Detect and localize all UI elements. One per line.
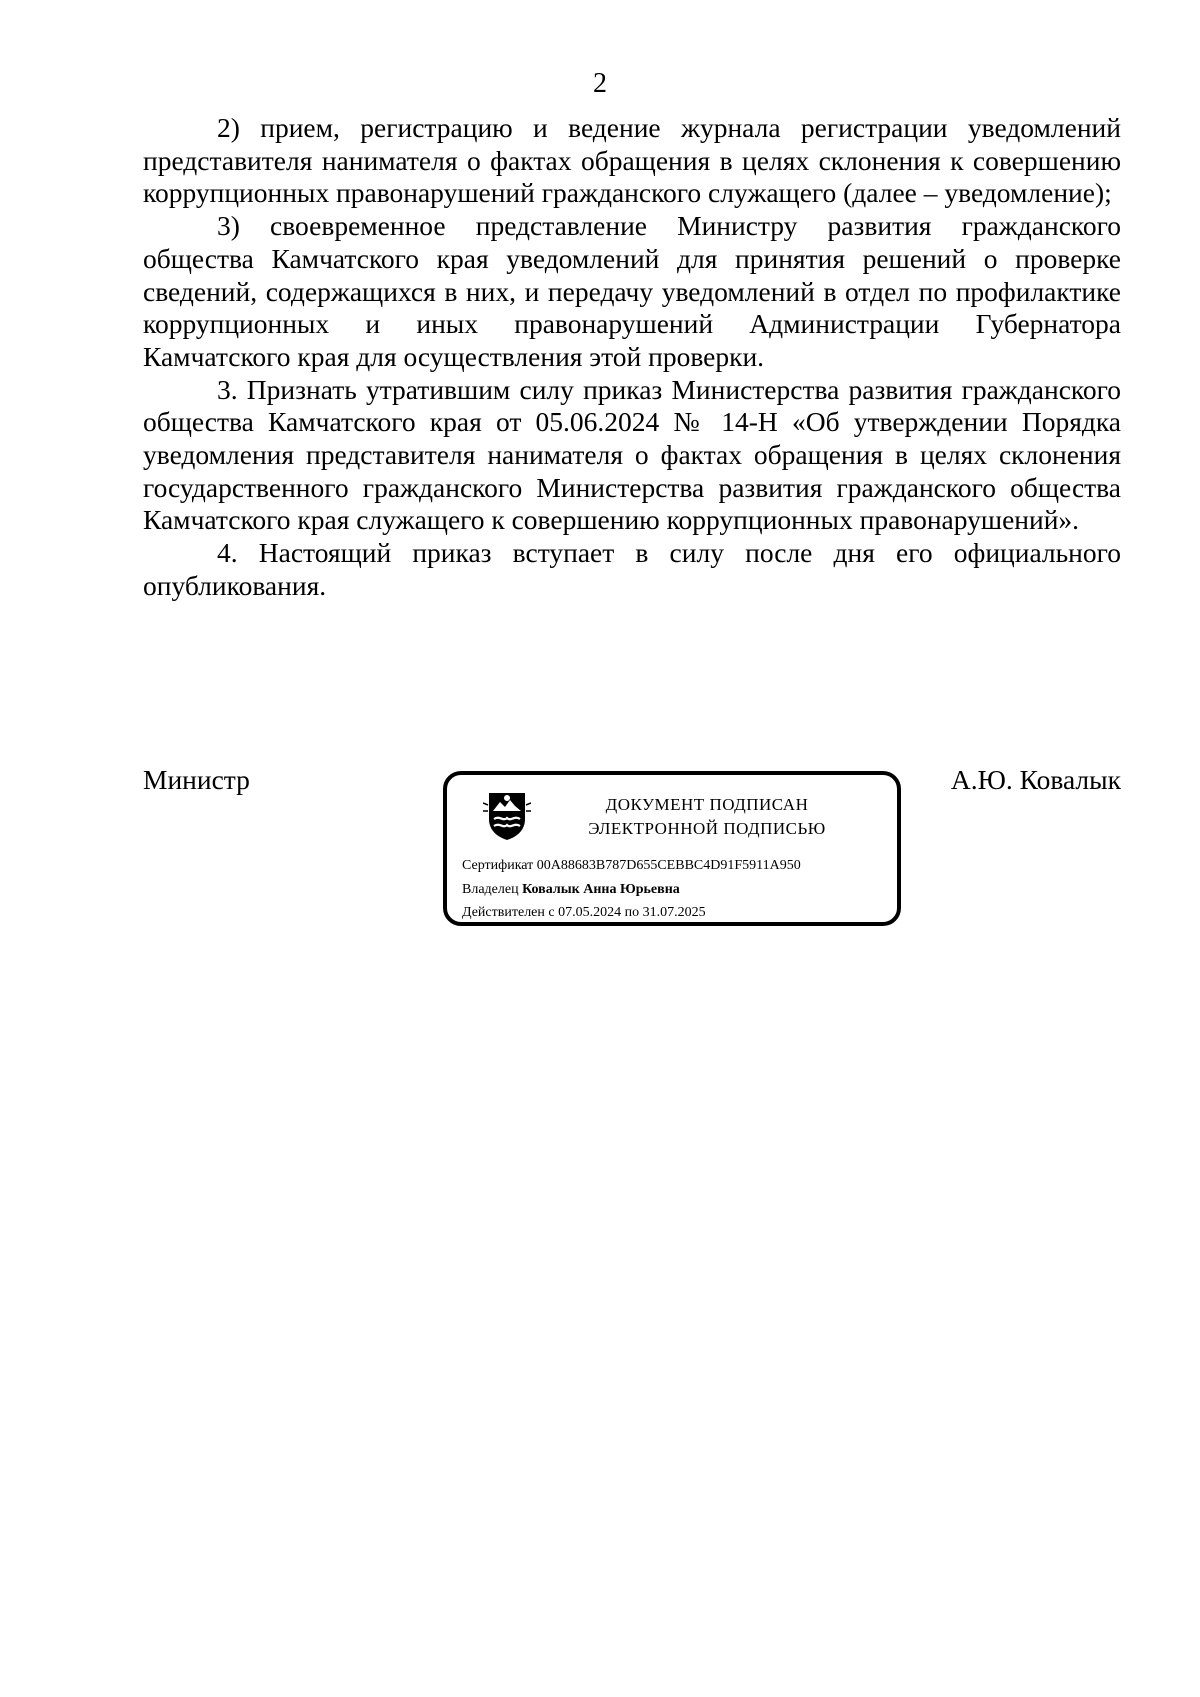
valid-to: 31.07.2025: [642, 905, 706, 920]
paragraph-clause-4: 4. Настоящий приказ вступает в силу после дня его официального опубликования.: [143, 537, 1121, 601]
valid-to-label: по: [624, 905, 640, 920]
kamchatka-emblem-icon: [483, 789, 531, 841]
electronic-signature-stamp: [443, 771, 901, 926]
stamp-header-line1: ДОКУМЕНТ ПОДПИСАН: [605, 795, 809, 814]
owner-value: Ковалык Анна Юрьевна: [522, 882, 680, 897]
paragraph-item-2: 2) прием, регистрацию и ведение журнала регистрации уведомлений представителя нанимателя о фактах обращения в целях склонения к совершению коррупционных правонарушений гражданского служащего (далее – уведомление);: [143, 112, 1121, 209]
page-number: 2: [593, 68, 607, 99]
certificate-value: 00A88683B787D655CEBBC4D91F5911A950: [536, 858, 801, 873]
paragraph-clause-3: 3. Признать утратившим силу приказ Министерства развития гражданского общества Камчатского края от 05.06.2024 № 14-Н «Об утверждении Порядка уведомления представителя нанимателя о фактах обращения в целях склонения государственного гражданского Министерства развития гражданского общества Камчатского края служащего к совершению коррупционных правонарушений».: [143, 373, 1121, 536]
document-body: [143, 112, 1121, 603]
valid-label: Действителен с: [462, 905, 555, 920]
certificate-label: Сертификат: [462, 858, 534, 873]
owner-label: Владелец: [462, 882, 519, 897]
stamp-header: [557, 793, 857, 841]
stamp-certificate-line: [462, 857, 801, 875]
valid-from: 07.05.2024: [558, 905, 622, 920]
stamp-owner-line: [462, 881, 680, 899]
paragraph-item-3: 3) своевременное представление Министру развития гражданского общества Камчатского края уведомлений для принятия решений о проверке сведений, содержащихся в них, и передачу уведомлений в отдел по профилактике коррупционных и иных правонарушений Администрации Губернатора Камчатского края для осуществления этой проверки.: [143, 210, 1121, 372]
signer-name: А.Ю. Ковалык: [950, 764, 1121, 795]
stamp-validity-line: [462, 904, 706, 922]
stamp-header-line2: ЭЛЕКТРОННОЙ ПОДПИСЬЮ: [588, 819, 826, 838]
signer-position: Министр: [143, 764, 250, 795]
